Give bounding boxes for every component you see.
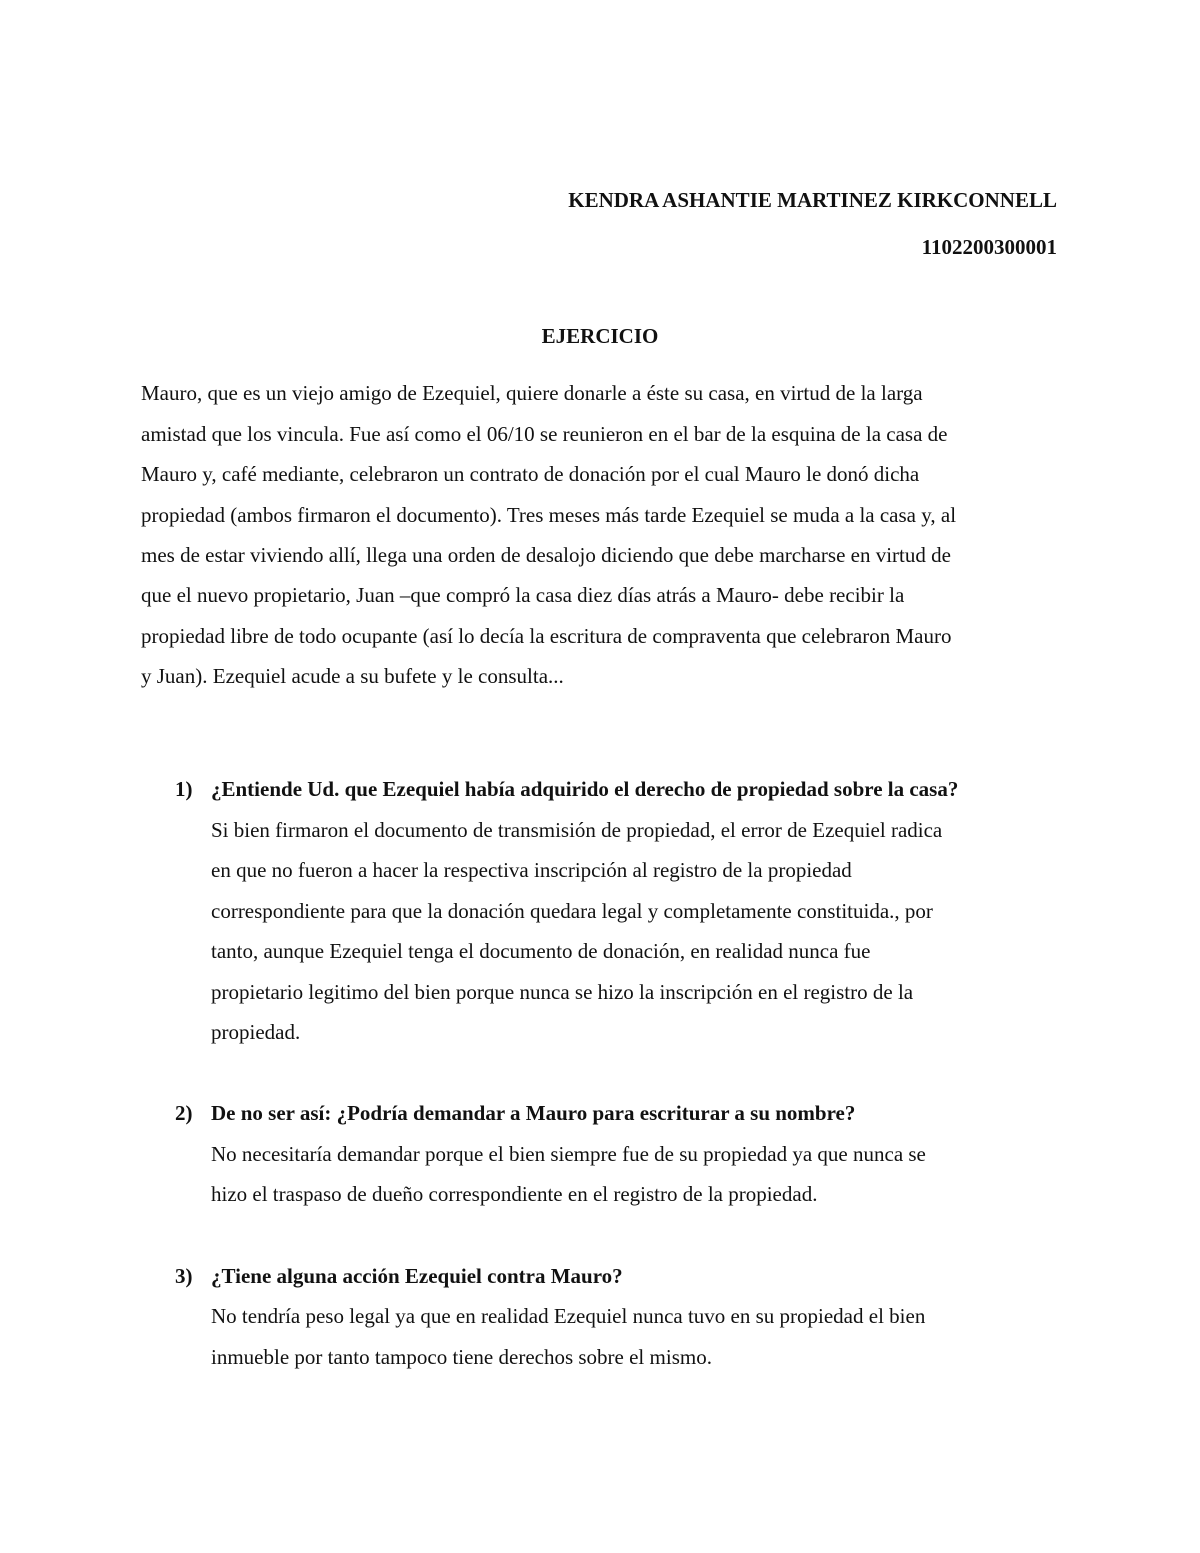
answer-line: tanto, aunque Ezequiel tenga el documento de donación, en realidad nunca fue [211, 939, 871, 963]
intro-line: Mauro, que es un viejo amigo de Ezequiel, quiere donarle a éste su casa, en virtud de la larga [141, 381, 923, 405]
answer-line: Si bien firmaron el documento de transmisión de propiedad, el error de Ezequiel radica [211, 818, 943, 842]
answer-line: propiedad. [211, 1020, 301, 1044]
answer-line: hizo el traspaso de dueño correspondiente en el registro de la propiedad. [211, 1182, 818, 1206]
question-number: 1) [175, 777, 193, 801]
question-text: De no ser así: ¿Podría demandar a Mauro para escriturar a su nombre? [211, 1101, 856, 1125]
answer-line: No necesitaría demandar porque el bien siempre fue de su propiedad ya que nunca se [211, 1142, 926, 1166]
intro-line: amistad que los vincula. Fue así como el 06/10 se reunieron en el bar de la esquina de la casa de [141, 422, 948, 446]
answer-line: propietario legitimo del bien porque nunca se hizo la inscripción en el registro de la [211, 980, 914, 1004]
question-text: ¿Entiende Ud. que Ezequiel había adquirido el derecho de propiedad sobre la casa? [211, 777, 959, 801]
student-id: 1102200300001 [921, 235, 1057, 259]
page-title: EJERCICIO [541, 324, 659, 348]
intro-line: Mauro y, café mediante, celebraron un contrato de donación por el cual Mauro le donó dicha [141, 462, 920, 486]
question-text: ¿Tiene alguna acción Ezequiel contra Mauro? [211, 1264, 623, 1288]
question-number: 2) [175, 1101, 193, 1125]
author-name: KENDRA ASHANTIE MARTINEZ KIRKCONNELL [568, 188, 1057, 212]
intro-line: y Juan). Ezequiel acude a su bufete y le consulta... [141, 664, 564, 688]
intro-line: propiedad libre de todo ocupante (así lo decía la escritura de compraventa que celebraron Mauro [141, 624, 952, 648]
intro-line: que el nuevo propietario, Juan –que compró la casa diez días atrás a Mauro- debe recibir la [141, 583, 905, 607]
answer-line: No tendría peso legal ya que en realidad Ezequiel nunca tuvo en su propiedad el bien [211, 1304, 926, 1328]
intro-line: mes de estar viviendo allí, llega una orden de desalojo diciendo que debe marcharse en virtud de [141, 543, 951, 567]
answer-line: correspondiente para que la donación quedara legal y completamente constituida., por [211, 899, 933, 923]
answer-line: en que no fueron a hacer la respectiva inscripción al registro de la propiedad [211, 858, 852, 882]
question-number: 3) [175, 1264, 193, 1288]
answer-line: inmueble por tanto tampoco tiene derechos sobre el mismo. [211, 1345, 712, 1369]
intro-line: propiedad (ambos firmaron el documento). Tres meses más tarde Ezequiel se muda a la casa y, al [141, 503, 957, 527]
